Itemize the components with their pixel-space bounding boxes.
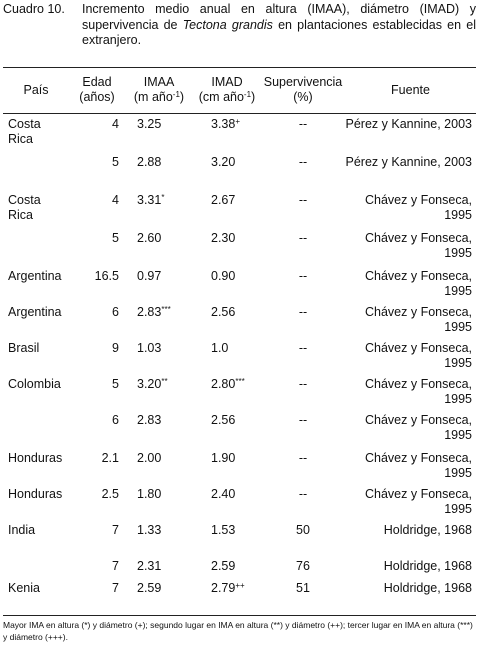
cell-edad: 7 bbox=[112, 581, 119, 595]
cell-edad: 7 bbox=[112, 523, 119, 537]
header-fuente: Fuente bbox=[391, 82, 430, 97]
cell-fuente: Chávez y Fonseca, 1995 bbox=[365, 231, 472, 260]
significance-mark: + bbox=[235, 117, 241, 126]
cell-imad: 2.56 bbox=[211, 305, 236, 319]
table-row bbox=[3, 264, 476, 300]
cell-fuente: Holdridge, 1968 bbox=[383, 523, 472, 537]
cell-imad: 2.59 bbox=[211, 559, 236, 573]
table-row bbox=[3, 576, 476, 596]
cell-edad: 6 bbox=[112, 305, 119, 319]
header-supervivencia: Supervivencia (%) bbox=[263, 75, 343, 104]
cell-pais: Argentina bbox=[8, 305, 62, 319]
cell-edad: 2.1 bbox=[101, 451, 119, 465]
caption-label: Cuadro 10. bbox=[3, 2, 65, 16]
significance-mark: * bbox=[161, 193, 165, 202]
cell-supervivencia: -- bbox=[298, 117, 308, 131]
cell-imaa: 0.97 bbox=[137, 269, 162, 283]
cell-imad: 2.40 bbox=[211, 487, 236, 501]
table-footnote: Mayor IMA en altura (*) y diámetro (+); segundo lugar en IMA en altura (**) y diámetro (++); tercer lugar en IMA en altura (***) y diámetro (+++). bbox=[3, 620, 473, 642]
cell-pais: Colombia bbox=[8, 377, 61, 391]
cell-edad: 5 bbox=[112, 155, 119, 169]
cell-imaa: 3.20** bbox=[137, 377, 168, 391]
table-body bbox=[3, 112, 476, 596]
significance-mark: ** bbox=[161, 377, 168, 386]
cell-edad: 16.5 bbox=[94, 269, 119, 283]
cell-pais: Costa Rica bbox=[8, 117, 41, 146]
cell-pais: Kenia bbox=[8, 581, 40, 595]
cell-fuente: Chávez y Fonseca, 1995 bbox=[365, 451, 472, 480]
cell-supervivencia: -- bbox=[298, 487, 308, 501]
cell-pais bbox=[3, 226, 69, 264]
significance-mark: *** bbox=[161, 305, 171, 314]
table-row bbox=[3, 372, 476, 408]
table-row bbox=[3, 336, 476, 372]
header-pais: País bbox=[23, 82, 49, 97]
cell-pais bbox=[3, 150, 69, 188]
cell-fuente: Chávez y Fonseca, 1995 bbox=[365, 341, 472, 370]
cell-imaa: 2.60 bbox=[137, 231, 162, 245]
data-table bbox=[3, 68, 476, 596]
cell-imaa: 3.31* bbox=[137, 193, 165, 207]
caption-text bbox=[82, 2, 476, 49]
cell-supervivencia: -- bbox=[298, 341, 308, 355]
header-imad: IMAD (cm año$^{-1}$) bbox=[198, 75, 256, 104]
cell-supervivencia: -- bbox=[298, 269, 308, 283]
header-edad: Edad (años) bbox=[79, 75, 115, 104]
table-header-row bbox=[3, 68, 476, 112]
cell-imaa: 2.59 bbox=[137, 581, 162, 595]
cell-imaa: 1.03 bbox=[137, 341, 162, 355]
table-row bbox=[3, 482, 476, 518]
cell-supervivencia: -- bbox=[298, 413, 308, 427]
cell-supervivencia: 51 bbox=[296, 581, 310, 595]
cell-imad: 2.79++ bbox=[211, 581, 245, 595]
cell-fuente: Chávez y Fonseca, 1995 bbox=[365, 487, 472, 516]
cell-imad: 0.90 bbox=[211, 269, 236, 283]
cell-imad: 2.56 bbox=[211, 413, 236, 427]
cell-pais bbox=[3, 408, 69, 446]
caption-text-before: Incremento medio anual en altura (IMAA), diámetro (IMAD) y supervivencia de bbox=[82, 2, 476, 32]
cell-supervivencia: 76 bbox=[296, 559, 310, 573]
cell-edad: 5 bbox=[112, 377, 119, 391]
cell-pais: India bbox=[8, 523, 36, 537]
cell-imad: 3.20 bbox=[211, 155, 236, 169]
cell-edad: 6 bbox=[112, 413, 119, 427]
cell-imaa: 2.83*** bbox=[137, 305, 171, 319]
cell-supervivencia: -- bbox=[298, 305, 308, 319]
cell-imad: 3.38+ bbox=[211, 117, 241, 131]
cell-supervivencia: -- bbox=[298, 155, 308, 169]
cell-edad: 4 bbox=[112, 117, 119, 131]
table-row bbox=[3, 150, 476, 188]
cell-supervivencia: 50 bbox=[296, 523, 310, 537]
caption-species: Tectona grandis bbox=[182, 17, 273, 32]
cell-imad: 2.30 bbox=[211, 231, 236, 245]
cell-supervivencia: -- bbox=[298, 231, 308, 245]
cell-pais bbox=[3, 554, 69, 576]
cell-fuente: Chávez y Fonseca, 1995 bbox=[365, 193, 472, 222]
cell-supervivencia: -- bbox=[298, 193, 308, 207]
header-imaa: IMAA (m año$^{-1}$) bbox=[133, 75, 185, 104]
table-row bbox=[3, 112, 476, 150]
cell-imaa: 1.80 bbox=[137, 487, 162, 501]
cell-imad: 1.53 bbox=[211, 523, 236, 537]
cell-edad: 7 bbox=[112, 559, 119, 573]
cell-edad: 4 bbox=[112, 193, 119, 207]
cell-pais: Honduras bbox=[8, 451, 63, 465]
significance-mark: *** bbox=[235, 377, 245, 386]
cell-pais: Brasil bbox=[8, 341, 40, 355]
cell-imaa: 2.00 bbox=[137, 451, 162, 465]
table-row bbox=[3, 554, 476, 576]
cell-supervivencia: -- bbox=[298, 377, 308, 391]
cell-edad: 5 bbox=[112, 231, 119, 245]
caption-text-after: en plantaciones establecidas en el extranjero. bbox=[82, 17, 476, 47]
cell-pais: Costa Rica bbox=[8, 193, 41, 222]
table-bottom-rule bbox=[3, 615, 476, 616]
cell-fuente: Chávez y Fonseca, 1995 bbox=[365, 377, 472, 406]
table-row bbox=[3, 226, 476, 264]
cell-edad: 9 bbox=[112, 341, 119, 355]
cell-imad: 2.67 bbox=[211, 193, 236, 207]
cell-fuente: Chávez y Fonseca, 1995 bbox=[365, 413, 472, 442]
cell-imaa: 2.31 bbox=[137, 559, 162, 573]
cell-imaa: 1.33 bbox=[137, 523, 162, 537]
table-row bbox=[3, 518, 476, 554]
cell-pais: Honduras bbox=[8, 487, 63, 501]
cell-imaa: 3.25 bbox=[137, 117, 162, 131]
cell-fuente: Chávez y Fonseca, 1995 bbox=[365, 269, 472, 298]
cell-fuente: Holdridge, 1968 bbox=[383, 581, 472, 595]
cell-pais: Argentina bbox=[8, 269, 62, 283]
table-row bbox=[3, 446, 476, 482]
table-row bbox=[3, 408, 476, 446]
cell-imad: 1.90 bbox=[211, 451, 236, 465]
cell-imad: 1.0 bbox=[211, 341, 229, 355]
cell-supervivencia: -- bbox=[298, 451, 308, 465]
cell-imaa: 2.83 bbox=[137, 413, 162, 427]
cell-edad: 2.5 bbox=[101, 487, 119, 501]
cell-fuente: Pérez y Kannine, 2003 bbox=[345, 117, 472, 131]
table-row bbox=[3, 188, 476, 226]
cell-imaa: 2.88 bbox=[137, 155, 162, 169]
cell-fuente: Holdridge, 1968 bbox=[383, 559, 472, 573]
table-row bbox=[3, 300, 476, 336]
cell-imad: 2.80*** bbox=[211, 377, 245, 391]
cell-fuente: Pérez y Kannine, 2003 bbox=[345, 155, 472, 169]
significance-mark: ++ bbox=[235, 581, 245, 590]
cell-fuente: Chávez y Fonseca, 1995 bbox=[365, 305, 472, 334]
